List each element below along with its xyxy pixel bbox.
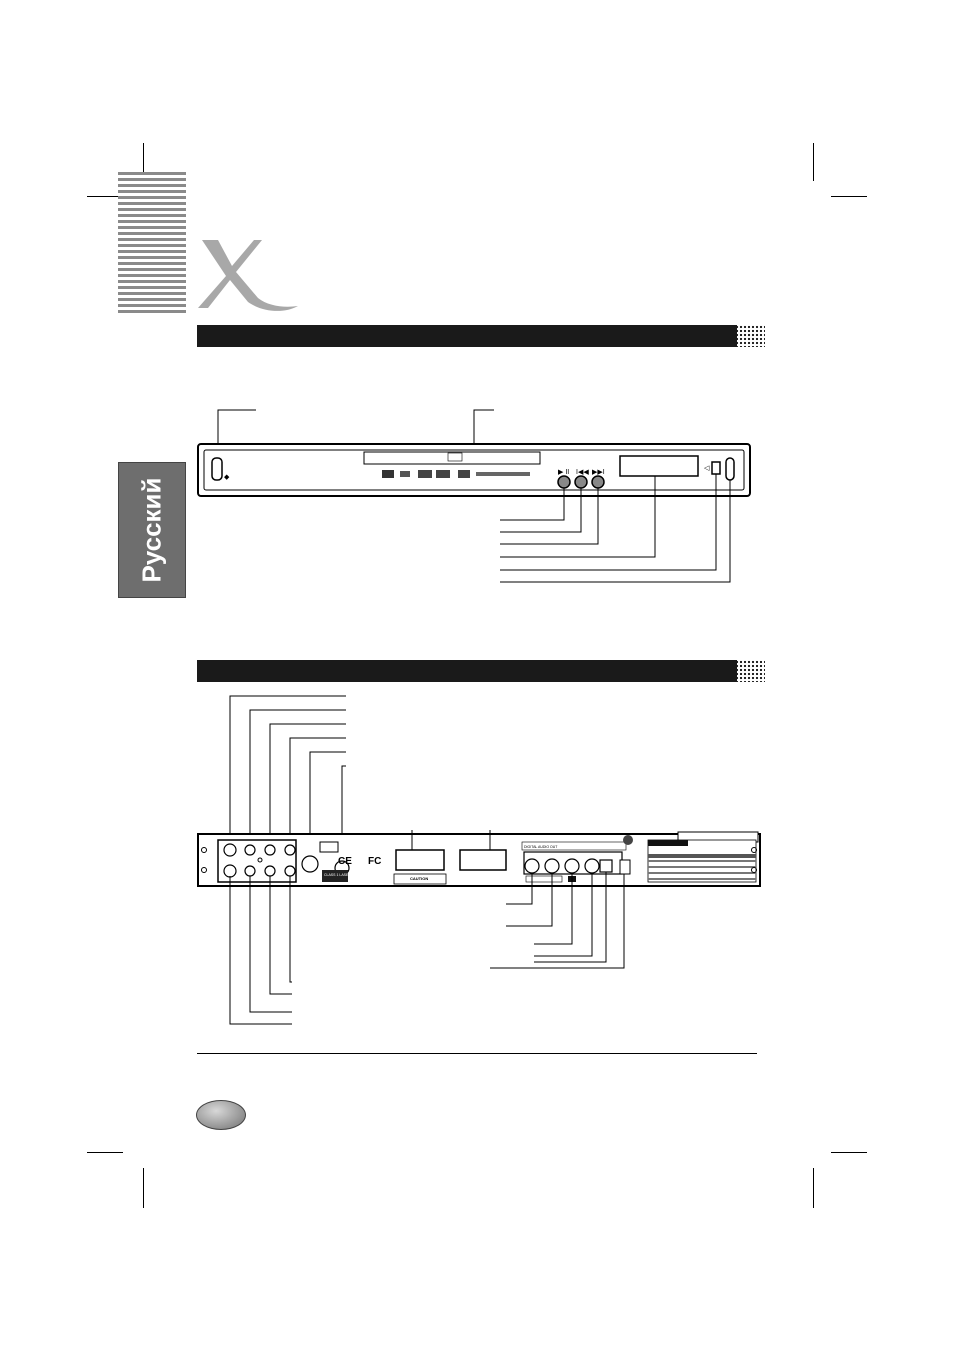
callout-rear-8 [270, 876, 292, 994]
callout-rear-4 [290, 738, 346, 840]
header-bar-dots-2 [735, 660, 765, 682]
front-panel-header-bar [197, 325, 737, 347]
callout-coax [490, 874, 624, 968]
coax-out [620, 860, 630, 874]
callout-rear-2 [250, 710, 346, 840]
language-tab-label: Русский [136, 477, 167, 583]
scart-1 [396, 850, 444, 870]
callout-rear-1 [230, 696, 346, 840]
rear-panel-diagram [196, 690, 766, 1030]
crop-mark-bl-h [87, 1152, 123, 1153]
scart-2 [460, 850, 506, 870]
digital-label: DIGITAL AUDIO OUT [524, 845, 558, 849]
front-panel-diagram [196, 404, 766, 588]
next-button [592, 476, 604, 488]
svg-text:◁: ◁ [704, 465, 710, 472]
optical-out [600, 860, 612, 872]
callout-rear-9 [250, 876, 292, 1012]
next-label: ▶▶I [592, 469, 605, 476]
rca-2 [545, 859, 559, 873]
rear-panel-header-bar [197, 660, 737, 682]
prev-button [575, 476, 587, 488]
language-tab [118, 462, 186, 598]
disc-tray [364, 452, 540, 464]
open-close-button [726, 458, 734, 480]
header-bar-dots [735, 325, 765, 347]
rca-4 [585, 859, 599, 873]
crop-mark-bl-v [143, 1168, 144, 1208]
crop-mark-tr-h [831, 196, 867, 197]
prev-label: I◀◀ [576, 469, 589, 476]
page-number-badge [196, 1100, 246, 1130]
callout-rear-6 [342, 766, 346, 840]
callout-rear-3 [270, 724, 346, 840]
callout-rear-7 [290, 876, 292, 982]
power-button [212, 458, 222, 480]
play-pause-button [558, 476, 570, 488]
display-window [620, 456, 698, 476]
crop-mark-br-h [831, 1152, 867, 1153]
remote-sensor [712, 462, 720, 474]
callout-rear-5 [310, 752, 346, 840]
rca-3 [565, 859, 579, 873]
footer-rule [197, 1053, 757, 1054]
play-pause-label: ▶ II [558, 469, 570, 476]
crop-mark-tr-v [813, 143, 814, 181]
rca-1 [525, 859, 539, 873]
class-label: CLASS 1 LASER PRODUCT [324, 873, 370, 877]
ce-mark: CE [338, 856, 352, 867]
decorative-stripes [118, 172, 186, 314]
brand-logo [196, 236, 302, 312]
fc-mark: FC [368, 856, 382, 867]
callout-rear-10 [230, 876, 292, 1024]
caution-label: CAUTION [410, 876, 429, 881]
svg-text:◆: ◆ [224, 474, 230, 481]
crop-mark-br-v [813, 1168, 814, 1208]
